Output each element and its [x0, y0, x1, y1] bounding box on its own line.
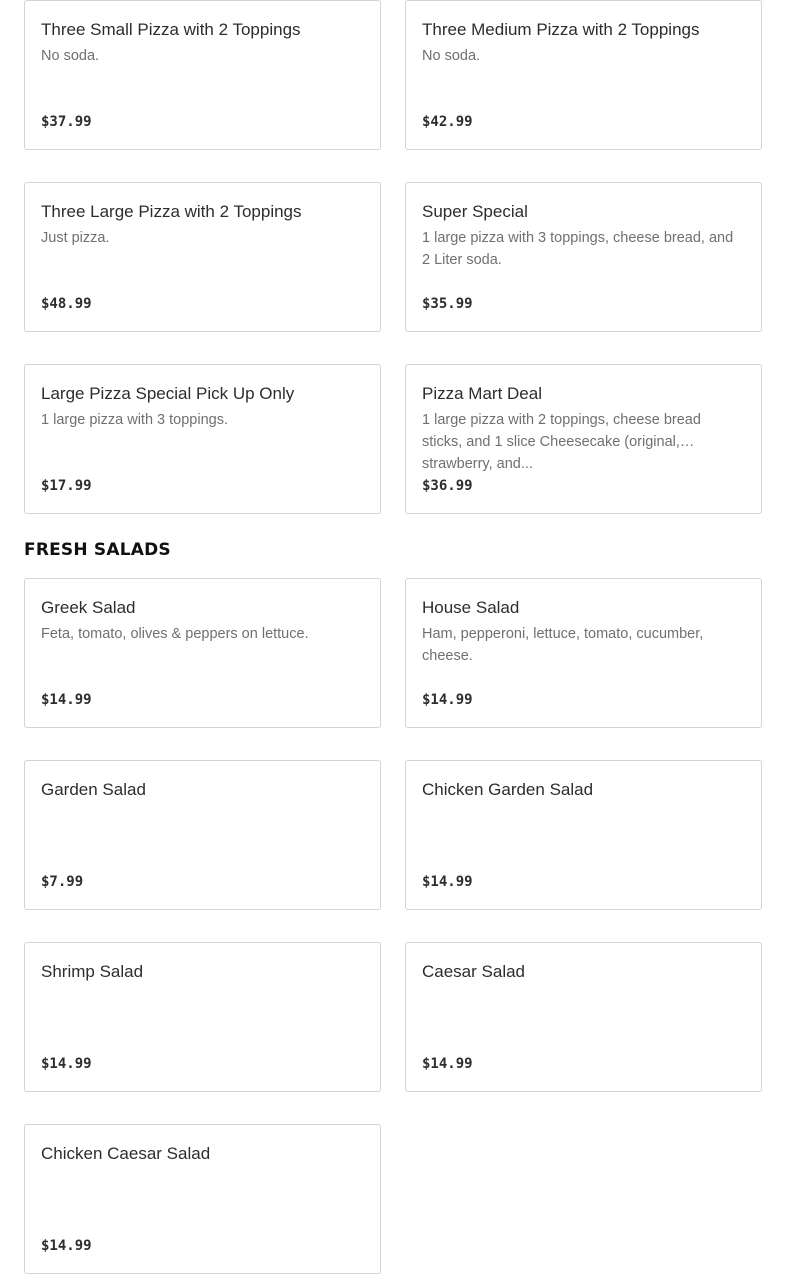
- menu-item-card[interactable]: [405, 578, 762, 728]
- menu-item-name: Garden Salad: [41, 780, 146, 799]
- menu-item-name: Caesar Salad: [422, 962, 526, 981]
- menu-item-price: $7.99: [41, 874, 84, 890]
- menu-item-card[interactable]: [405, 942, 762, 1092]
- menu-item-card[interactable]: [405, 0, 762, 150]
- menu-item-name: House Salad: [422, 598, 520, 617]
- menu-item-price: $14.99: [41, 1056, 92, 1072]
- menu-item-description: 1 large pizza with 3 toppings, cheese bread, and 2 Liter soda.: [422, 230, 734, 268]
- menu-item-name: Chicken Caesar Salad: [41, 1144, 211, 1163]
- menu-item-price: $14.99: [41, 692, 92, 708]
- menu-item-card[interactable]: [24, 760, 381, 910]
- menu-item-name: Three Medium Pizza with 2 Toppings: [422, 20, 700, 39]
- menu-item-price: $14.99: [41, 1238, 92, 1254]
- menu-item-description: Just pizza.: [41, 230, 110, 246]
- menu-item-price: $14.99: [422, 874, 473, 890]
- menu-item-name: Greek Salad: [41, 598, 136, 617]
- menu-item-card[interactable]: [24, 182, 381, 332]
- menu-item-price: $17.99: [41, 478, 92, 494]
- menu-item-name: Pizza Mart Deal: [422, 384, 542, 403]
- menu-item-description: 1 large pizza with 2 toppings, cheese bread sticks, and 1 slice Cheesecake (original, strawberry, and...: [422, 412, 701, 472]
- menu-item-price: $14.99: [422, 692, 473, 708]
- section-heading-fresh-salads: FRESH SALADS: [24, 540, 171, 560]
- menu-item-name: Chicken Garden Salad: [422, 780, 594, 799]
- menu-item-card[interactable]: [24, 578, 381, 728]
- menu-item-card[interactable]: [24, 942, 381, 1092]
- menu-item-card[interactable]: [405, 760, 762, 910]
- menu-item-name: Super Special: [422, 202, 528, 221]
- menu-item-description: Ham, pepperoni, lettuce, tomato, cucumber, cheese.: [422, 626, 704, 664]
- menu-item-card[interactable]: [24, 0, 381, 150]
- menu-item-description: No soda.: [422, 48, 481, 64]
- menu-item-card[interactable]: [405, 182, 762, 332]
- menu-item-price: $42.99: [422, 114, 473, 130]
- menu-item-description: 1 large pizza with 3 toppings.: [41, 412, 228, 428]
- menu-item-price: $14.99: [422, 1056, 473, 1072]
- menu-item-price: $37.99: [41, 114, 92, 130]
- menu-item-name: Three Small Pizza with 2 Toppings: [41, 20, 301, 39]
- menu-item-card[interactable]: [405, 364, 762, 514]
- menu-item-description: No soda.: [41, 48, 100, 64]
- menu-item-card[interactable]: [24, 1124, 381, 1274]
- menu-item-price: $35.99: [422, 296, 473, 312]
- menu-item-price: $36.99: [422, 478, 473, 494]
- menu-item-name: Shrimp Salad: [41, 962, 144, 981]
- menu-item-price: $48.99: [41, 296, 92, 312]
- specials-grid: [24, 0, 761, 514]
- salads-grid: [24, 578, 761, 1274]
- menu-item-description: Feta, tomato, olives & peppers on lettuce.: [41, 626, 309, 642]
- menu-item-name: Three Large Pizza with 2 Toppings: [41, 202, 302, 221]
- menu-item-name: Large Pizza Special Pick Up Only: [41, 384, 295, 403]
- menu-item-card[interactable]: [24, 364, 381, 514]
